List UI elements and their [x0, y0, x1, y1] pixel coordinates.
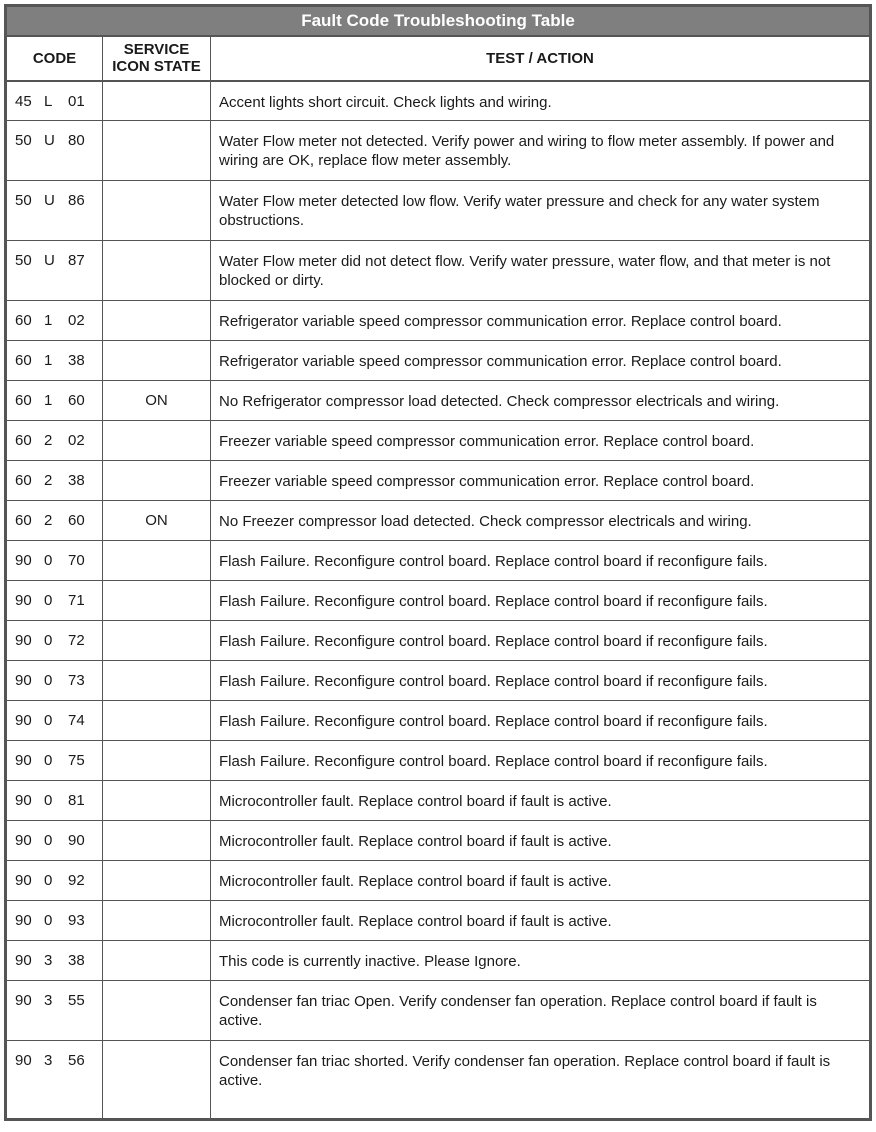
fault-code-part: U [44, 252, 55, 269]
fault-code-cell [7, 821, 103, 861]
header-test-action: TEST / ACTION [211, 36, 870, 81]
fault-code-part: 60 [15, 472, 32, 489]
fault-code-part: 92 [68, 872, 85, 889]
table-row [7, 901, 870, 941]
fault-code-cell [7, 241, 103, 301]
fault-code-part: 71 [68, 592, 85, 609]
header-row [7, 36, 870, 81]
fault-code-cell [7, 81, 103, 121]
table-row [7, 181, 870, 241]
fault-code-part: 86 [68, 192, 85, 209]
table-row [7, 341, 870, 381]
table-row [7, 701, 870, 741]
fault-code-part: 90 [15, 832, 32, 849]
service-icon-state-cell [103, 241, 211, 301]
fault-code-cell [7, 981, 103, 1041]
fault-code-cell [7, 781, 103, 821]
fault-code-cell [7, 661, 103, 701]
table-row [7, 861, 870, 901]
fault-code-part: 2 [44, 512, 53, 529]
fault-code-part: 90 [15, 1052, 32, 1069]
fault-code-part: 0 [44, 832, 53, 849]
fault-code-part: 3 [44, 1052, 53, 1069]
service-icon-state-cell [103, 81, 211, 121]
table-row [7, 981, 870, 1041]
table-row [7, 421, 870, 461]
service-icon-state-cell [103, 621, 211, 661]
fault-code-part: 90 [15, 992, 32, 1009]
table-row [7, 381, 870, 421]
fault-code-cell [7, 301, 103, 341]
test-action-cell: Microcontroller fault. Replace control board if fault is active. [211, 901, 870, 941]
service-icon-state-cell [103, 1041, 211, 1119]
fault-code-part: 90 [68, 832, 85, 849]
header-service-icon-state [103, 36, 211, 81]
service-icon-state-cell [103, 301, 211, 341]
service-icon-state-cell [103, 181, 211, 241]
table-row [7, 121, 870, 181]
fault-code-cell [7, 341, 103, 381]
fault-code-part: 0 [44, 912, 53, 929]
test-action-cell: Flash Failure. Reconfigure control board. Replace control board if reconfigure fails. [211, 541, 870, 581]
fault-code-part: 60 [15, 352, 32, 369]
table-title-row [7, 7, 870, 36]
fault-code-part: 38 [68, 352, 85, 369]
fault-code-part: 0 [44, 552, 53, 569]
fault-code-part: 50 [15, 192, 32, 209]
service-icon-state-cell [103, 981, 211, 1041]
fault-code-part: 70 [68, 552, 85, 569]
test-action-cell: Freezer variable speed compressor communication error. Replace control board. [211, 421, 870, 461]
test-action-cell: Water Flow meter not detected. Verify power and wiring to flow meter assembly. If power and wiring are OK, replace flow meter assembly. [211, 121, 870, 181]
table-row [7, 301, 870, 341]
fault-code-cell [7, 181, 103, 241]
fault-code-part: 80 [68, 132, 85, 149]
service-icon-state-cell [103, 821, 211, 861]
fault-code-part: 0 [44, 752, 53, 769]
fault-code-part: 0 [44, 592, 53, 609]
fault-code-part: 0 [44, 712, 53, 729]
fault-code-cell [7, 461, 103, 501]
fault-code-part: 55 [68, 992, 85, 1009]
test-action-cell: No Refrigerator compressor load detected. Check compressor electricals and wiring. [211, 381, 870, 421]
service-icon-state-cell [103, 941, 211, 981]
header-service-line1: SERVICE [123, 41, 190, 58]
fault-code-part: 73 [68, 672, 85, 689]
service-icon-state-cell [103, 581, 211, 621]
service-icon-state-cell [103, 861, 211, 901]
fault-code-part: 56 [68, 1052, 85, 1069]
fault-code-part: 90 [15, 552, 32, 569]
fault-code-part: 0 [44, 872, 53, 889]
test-action-cell: Refrigerator variable speed compressor communication error. Replace control board. [211, 301, 870, 341]
service-icon-state-cell [103, 741, 211, 781]
fault-code-part: 0 [44, 672, 53, 689]
test-action-cell: Microcontroller fault. Replace control board if fault is active. [211, 781, 870, 821]
test-action-cell: Refrigerator variable speed compressor communication error. Replace control board. [211, 341, 870, 381]
fault-code-part: 45 [15, 92, 32, 110]
table-row [7, 661, 870, 701]
table-row [7, 781, 870, 821]
fault-code-part: 90 [15, 952, 32, 969]
fault-code-part: 87 [68, 252, 85, 269]
fault-code-part: 60 [68, 392, 85, 409]
fault-code-part: 60 [68, 512, 85, 529]
fault-code-part: 0 [44, 792, 53, 809]
fault-code-part: 1 [44, 392, 53, 409]
service-icon-state-cell [103, 661, 211, 701]
fault-code-part: 3 [44, 952, 53, 969]
table-row [7, 501, 870, 541]
table-title: Fault Code Troubleshooting Table [7, 7, 870, 36]
service-icon-state-cell [103, 461, 211, 501]
fault-code-part: 1 [44, 312, 53, 329]
table-row [7, 581, 870, 621]
fault-code-part: 74 [68, 712, 85, 729]
service-icon-state-cell [103, 541, 211, 581]
fault-code-part: U [44, 192, 55, 209]
fault-code-cell [7, 901, 103, 941]
table-row [7, 821, 870, 861]
test-action-cell: Microcontroller fault. Replace control board if fault is active. [211, 861, 870, 901]
table-row [7, 741, 870, 781]
service-icon-state-cell [103, 701, 211, 741]
fault-code-cell [7, 861, 103, 901]
fault-code-part: 72 [68, 632, 85, 649]
fault-code-cell [7, 121, 103, 181]
table-body [7, 81, 870, 1119]
fault-code-part: 50 [15, 252, 32, 269]
table-row [7, 81, 870, 121]
test-action-cell: Condenser fan triac shorted. Verify condenser fan operation. Replace control board if fault is active. [211, 1041, 870, 1119]
fault-code-part: 60 [15, 392, 32, 409]
fault-code-part: 90 [15, 792, 32, 809]
test-action-cell: Accent lights short circuit. Check lights and wiring. [211, 81, 870, 121]
fault-code-part: 38 [68, 472, 85, 489]
fault-code-part: 90 [15, 752, 32, 769]
table [6, 6, 870, 1119]
fault-code-part: 60 [15, 512, 32, 529]
fault-code-part: L [44, 92, 53, 110]
fault-code-part: 2 [44, 432, 53, 449]
fault-code-cell [7, 541, 103, 581]
fault-code-part: 93 [68, 912, 85, 929]
fault-code-part: 81 [68, 792, 85, 809]
fault-code-part: 60 [15, 432, 32, 449]
test-action-cell: This code is currently inactive. Please Ignore. [211, 941, 870, 981]
test-action-cell: Flash Failure. Reconfigure control board. Replace control board if reconfigure fails. [211, 741, 870, 781]
fault-code-part: 01 [68, 92, 85, 110]
service-icon-state-cell [103, 121, 211, 181]
fault-code-cell [7, 381, 103, 421]
service-icon-state-cell [103, 341, 211, 381]
fault-code-part: 02 [68, 432, 85, 449]
fault-code-part: 60 [15, 312, 32, 329]
table-row [7, 621, 870, 661]
fault-code-part: 90 [15, 672, 32, 689]
test-action-cell: Flash Failure. Reconfigure control board. Replace control board if reconfigure fails. [211, 621, 870, 661]
table-row [7, 461, 870, 501]
fault-code-cell [7, 501, 103, 541]
fault-code-table [4, 4, 872, 1121]
table-row [7, 541, 870, 581]
fault-code-part: 90 [15, 632, 32, 649]
service-icon-state-cell: ON [103, 381, 211, 421]
fault-code-cell [7, 1041, 103, 1119]
test-action-cell: Freezer variable speed compressor communication error. Replace control board. [211, 461, 870, 501]
table-row [7, 941, 870, 981]
fault-code-part: 90 [15, 912, 32, 929]
service-icon-state-cell [103, 781, 211, 821]
fault-code-part: U [44, 132, 55, 149]
fault-code-part: 3 [44, 992, 53, 1009]
fault-code-part: 0 [44, 632, 53, 649]
fault-code-part: 90 [15, 712, 32, 729]
fault-code-part: 1 [44, 352, 53, 369]
service-icon-state-cell [103, 901, 211, 941]
fault-code-cell [7, 421, 103, 461]
fault-code-cell [7, 621, 103, 661]
test-action-cell: Flash Failure. Reconfigure control board. Replace control board if reconfigure fails. [211, 581, 870, 621]
fault-code-part: 02 [68, 312, 85, 329]
fault-code-part: 75 [68, 752, 85, 769]
header-code: CODE [7, 36, 103, 81]
table-row [7, 241, 870, 301]
fault-code-cell [7, 941, 103, 981]
test-action-cell: Condenser fan triac Open. Verify condenser fan operation. Replace control board if fault is active. [211, 981, 870, 1041]
fault-code-cell [7, 701, 103, 741]
test-action-cell: No Freezer compressor load detected. Check compressor electricals and wiring. [211, 501, 870, 541]
test-action-cell: Flash Failure. Reconfigure control board. Replace control board if reconfigure fails. [211, 661, 870, 701]
header-service-line2: ICON STATE [112, 58, 201, 75]
fault-code-part: 2 [44, 472, 53, 489]
test-action-cell: Flash Failure. Reconfigure control board. Replace control board if reconfigure fails. [211, 701, 870, 741]
test-action-cell: Microcontroller fault. Replace control board if fault is active. [211, 821, 870, 861]
fault-code-cell [7, 741, 103, 781]
fault-code-part: 90 [15, 592, 32, 609]
test-action-cell: Water Flow meter did not detect flow. Verify water pressure, water flow, and that meter is not blocked or dirty. [211, 241, 870, 301]
service-icon-state-cell: ON [103, 501, 211, 541]
fault-code-part: 50 [15, 132, 32, 149]
fault-code-part: 38 [68, 952, 85, 969]
table-row [7, 1041, 870, 1119]
test-action-cell: Water Flow meter detected low flow. Verify water pressure and check for any water system obstructions. [211, 181, 870, 241]
fault-code-part: 90 [15, 872, 32, 889]
service-icon-state-cell [103, 421, 211, 461]
fault-code-cell [7, 581, 103, 621]
